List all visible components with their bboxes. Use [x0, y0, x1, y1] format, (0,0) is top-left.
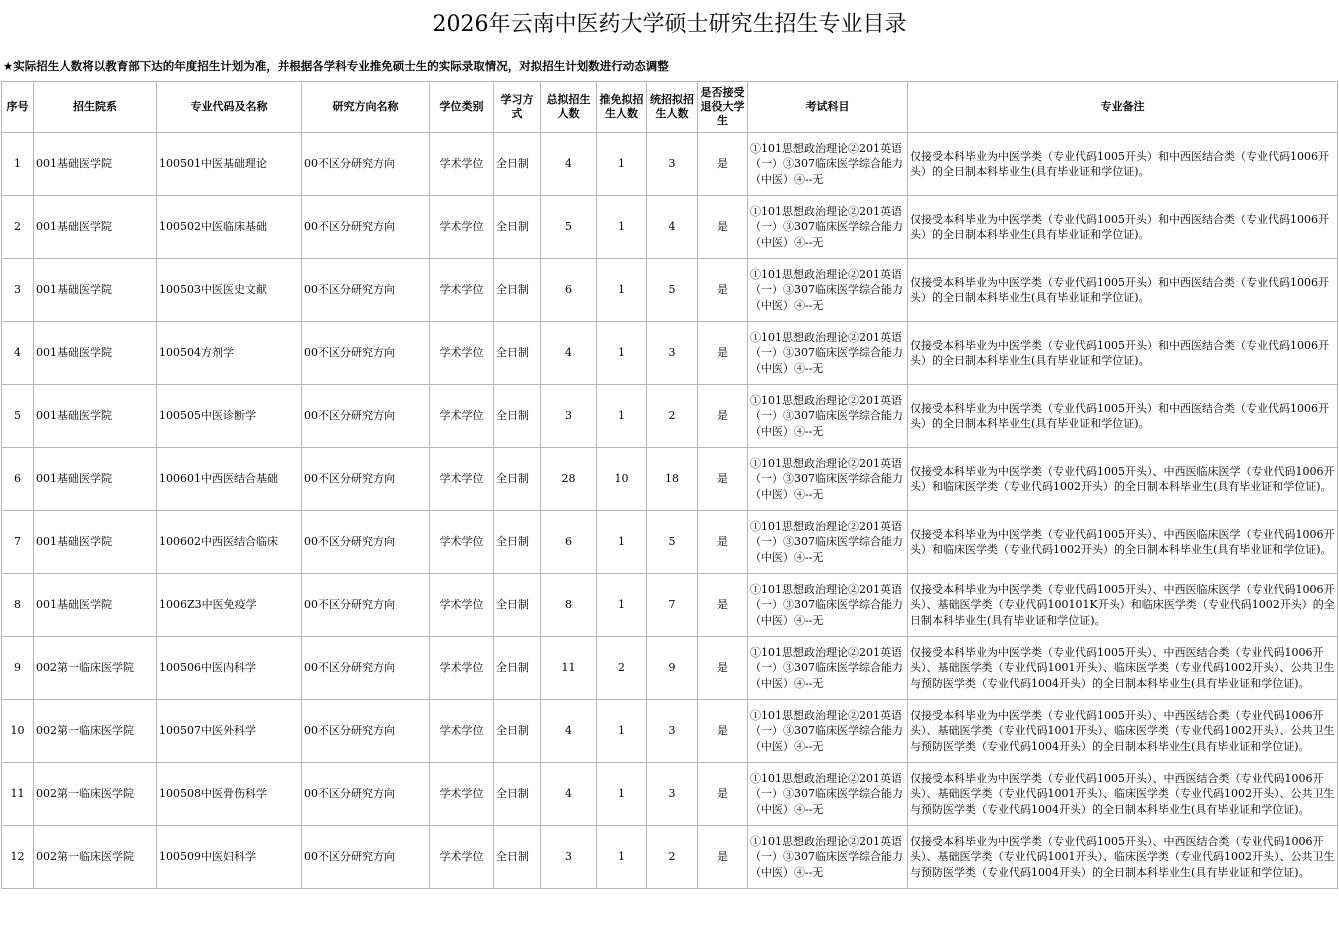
cell-college: 001基础医学院 — [34, 322, 157, 385]
cell-unified: 18 — [647, 448, 698, 511]
cell-unified: 3 — [647, 322, 698, 385]
table-row — [2, 259, 1338, 322]
cell-unified: 5 — [647, 511, 698, 574]
cell-remark: 仅接受本科毕业为中医学类（专业代码1005开头）和中西医结合类（专业代码1006开头）的全日制本科毕业生(具有毕业证和学位证)。 — [908, 322, 1338, 385]
cell-total: 4 — [541, 700, 597, 763]
cell-major: 100505中医诊断学 — [157, 385, 302, 448]
program-catalog-table — [1, 81, 1338, 889]
cell-seq: 4 — [2, 322, 34, 385]
cell-exam: ①101思想政治理论②201英语（一）③307临床医学综合能力（中医）④--无 — [748, 511, 908, 574]
cell-direction: 00不区分研究方向 — [302, 322, 430, 385]
table-row — [2, 322, 1338, 385]
cell-exempt: 2 — [597, 637, 647, 700]
cell-mode: 全日制 — [494, 763, 541, 826]
enrollment-note: ★实际招生人数将以教育部下达的年度招生计划为准，并根据各学科专业推免硕士生的实际录取情况，对拟招生计划数进行动态调整 — [3, 59, 669, 73]
header-mode: 学习方式 — [494, 82, 541, 133]
cell-exam: ①101思想政治理论②201英语（一）③307临床医学综合能力（中医）④--无 — [748, 826, 908, 889]
cell-exam: ①101思想政治理论②201英语（一）③307临床医学综合能力（中医）④--无 — [748, 574, 908, 637]
cell-direction: 00不区分研究方向 — [302, 574, 430, 637]
cell-exam: ①101思想政治理论②201英语（一）③307临床医学综合能力（中医）④--无 — [748, 259, 908, 322]
cell-exam: ①101思想政治理论②201英语（一）③307临床医学综合能力（中医）④--无 — [748, 448, 908, 511]
cell-degree: 学术学位 — [430, 700, 494, 763]
header-total: 总拟招生人数 — [541, 82, 597, 133]
cell-major: 100503中医医史文献 — [157, 259, 302, 322]
cell-degree: 学术学位 — [430, 385, 494, 448]
cell-direction: 00不区分研究方向 — [302, 826, 430, 889]
cell-exempt: 1 — [597, 259, 647, 322]
cell-veteran: 是 — [698, 700, 748, 763]
cell-degree: 学术学位 — [430, 448, 494, 511]
cell-major: 100602中西医结合临床 — [157, 511, 302, 574]
cell-exempt: 1 — [597, 511, 647, 574]
cell-seq: 5 — [2, 385, 34, 448]
cell-seq: 12 — [2, 826, 34, 889]
cell-degree: 学术学位 — [430, 574, 494, 637]
header-veteran: 是否接受退役大学生 — [698, 82, 748, 133]
cell-direction: 00不区分研究方向 — [302, 448, 430, 511]
cell-exempt: 1 — [597, 196, 647, 259]
cell-mode: 全日制 — [494, 700, 541, 763]
table-row — [2, 448, 1338, 511]
cell-direction: 00不区分研究方向 — [302, 259, 430, 322]
header-remark: 专业备注 — [908, 82, 1338, 133]
cell-exam: ①101思想政治理论②201英语（一）③307临床医学综合能力（中医）④--无 — [748, 637, 908, 700]
cell-total: 28 — [541, 448, 597, 511]
table-row — [2, 574, 1338, 637]
cell-unified: 4 — [647, 196, 698, 259]
cell-mode: 全日制 — [494, 322, 541, 385]
cell-exempt: 1 — [597, 826, 647, 889]
cell-degree: 学术学位 — [430, 259, 494, 322]
cell-seq: 1 — [2, 133, 34, 196]
cell-total: 4 — [541, 322, 597, 385]
cell-total: 4 — [541, 133, 597, 196]
cell-unified: 9 — [647, 637, 698, 700]
header-unified: 统招拟招生人数 — [647, 82, 698, 133]
cell-unified: 7 — [647, 574, 698, 637]
cell-direction: 00不区分研究方向 — [302, 196, 430, 259]
cell-major: 100506中医内科学 — [157, 637, 302, 700]
cell-remark: 仅接受本科毕业为中医学类（专业代码1005开头）、中西医临床医学（专业代码1006开头）和临床医学类（专业代码1002开头）的全日制本科毕业生(具有毕业证和学位证)。 — [908, 448, 1338, 511]
cell-seq: 9 — [2, 637, 34, 700]
cell-mode: 全日制 — [494, 826, 541, 889]
page-title: 2026年云南中医药大学硕士研究生招生专业目录 — [432, 12, 907, 37]
table-row — [2, 133, 1338, 196]
cell-direction: 00不区分研究方向 — [302, 763, 430, 826]
cell-total: 3 — [541, 385, 597, 448]
cell-college: 001基础医学院 — [34, 259, 157, 322]
cell-veteran: 是 — [698, 196, 748, 259]
cell-degree: 学术学位 — [430, 826, 494, 889]
cell-major: 100508中医骨伤科学 — [157, 763, 302, 826]
cell-remark: 仅接受本科毕业为中医学类（专业代码1005开头）和中西医结合类（专业代码1006开头）的全日制本科毕业生(具有毕业证和学位证)。 — [908, 385, 1338, 448]
cell-mode: 全日制 — [494, 196, 541, 259]
cell-remark: 仅接受本科毕业为中医学类（专业代码1005开头）、中西医临床医学（专业代码1006开头）、基础医学类（专业代码100101K开头）和临床医学类（专业代码1002开头）的全日制本科毕业生(具有毕业证和学位证)。 — [908, 574, 1338, 637]
cell-exam: ①101思想政治理论②201英语（一）③307临床医学综合能力（中医）④--无 — [748, 385, 908, 448]
table-header-row — [2, 82, 1338, 133]
cell-exam: ①101思想政治理论②201英语（一）③307临床医学综合能力（中医）④--无 — [748, 763, 908, 826]
cell-exam: ①101思想政治理论②201英语（一）③307临床医学综合能力（中医）④--无 — [748, 700, 908, 763]
cell-total: 5 — [541, 196, 597, 259]
cell-remark: 仅接受本科毕业为中医学类（专业代码1005开头）、中西医结合类（专业代码1006开头）、基础医学类（专业代码1001开头）、临床医学类（专业代码1002开头）、公共卫生与预防医学类（专业代码1004开头）的全日制本科毕业生(具有毕业证和学位证)。 — [908, 826, 1338, 889]
cell-unified: 3 — [647, 700, 698, 763]
cell-exam: ①101思想政治理论②201英语（一）③307临床医学综合能力（中医）④--无 — [748, 196, 908, 259]
cell-unified: 3 — [647, 133, 698, 196]
cell-direction: 00不区分研究方向 — [302, 133, 430, 196]
cell-mode: 全日制 — [494, 637, 541, 700]
cell-seq: 7 — [2, 511, 34, 574]
cell-degree: 学术学位 — [430, 133, 494, 196]
cell-college: 002第一临床医学院 — [34, 763, 157, 826]
cell-exam: ①101思想政治理论②201英语（一）③307临床医学综合能力（中医）④--无 — [748, 322, 908, 385]
cell-college: 002第一临床医学院 — [34, 700, 157, 763]
table-row — [2, 826, 1338, 889]
cell-veteran: 是 — [698, 259, 748, 322]
cell-college: 001基础医学院 — [34, 448, 157, 511]
cell-seq: 2 — [2, 196, 34, 259]
cell-exempt: 1 — [597, 133, 647, 196]
cell-total: 6 — [541, 259, 597, 322]
cell-degree: 学术学位 — [430, 511, 494, 574]
cell-college: 001基础医学院 — [34, 574, 157, 637]
table-row — [2, 763, 1338, 826]
cell-degree: 学术学位 — [430, 637, 494, 700]
cell-exempt: 1 — [597, 700, 647, 763]
cell-remark: 仅接受本科毕业为中医学类（专业代码1005开头）、中西医结合类（专业代码1006开头）、基础医学类（专业代码1001开头）、临床医学类（专业代码1002开头）、公共卫生与预防医学类（专业代码1004开头）的全日制本科毕业生(具有毕业证和学位证)。 — [908, 637, 1338, 700]
cell-direction: 00不区分研究方向 — [302, 511, 430, 574]
cell-veteran: 是 — [698, 385, 748, 448]
cell-direction: 00不区分研究方向 — [302, 637, 430, 700]
cell-remark: 仅接受本科毕业为中医学类（专业代码1005开头）和中西医结合类（专业代码1006开头）的全日制本科毕业生(具有毕业证和学位证)。 — [908, 196, 1338, 259]
cell-degree: 学术学位 — [430, 196, 494, 259]
cell-mode: 全日制 — [494, 511, 541, 574]
cell-exempt: 10 — [597, 448, 647, 511]
cell-total: 6 — [541, 511, 597, 574]
cell-college: 001基础医学院 — [34, 133, 157, 196]
cell-exempt: 1 — [597, 763, 647, 826]
cell-mode: 全日制 — [494, 448, 541, 511]
header-college: 招生院系 — [34, 82, 157, 133]
cell-major: 100509中医妇科学 — [157, 826, 302, 889]
cell-unified: 2 — [647, 385, 698, 448]
table-row — [2, 700, 1338, 763]
cell-major: 1006Z3中医免疫学 — [157, 574, 302, 637]
table-row — [2, 511, 1338, 574]
cell-seq: 11 — [2, 763, 34, 826]
cell-total: 4 — [541, 763, 597, 826]
cell-major: 100504方剂学 — [157, 322, 302, 385]
cell-mode: 全日制 — [494, 385, 541, 448]
cell-mode: 全日制 — [494, 574, 541, 637]
cell-veteran: 是 — [698, 637, 748, 700]
cell-remark: 仅接受本科毕业为中医学类（专业代码1005开头）和中西医结合类（专业代码1006开头）的全日制本科毕业生(具有毕业证和学位证)。 — [908, 133, 1338, 196]
cell-seq: 10 — [2, 700, 34, 763]
cell-direction: 00不区分研究方向 — [302, 700, 430, 763]
cell-college: 001基础医学院 — [34, 385, 157, 448]
cell-degree: 学术学位 — [430, 322, 494, 385]
cell-exam: ①101思想政治理论②201英语（一）③307临床医学综合能力（中医）④--无 — [748, 133, 908, 196]
table-row — [2, 385, 1338, 448]
header-direction: 研究方向名称 — [302, 82, 430, 133]
cell-remark: 仅接受本科毕业为中医学类（专业代码1005开头）、中西医结合类（专业代码1006开头）、基础医学类（专业代码1001开头）、临床医学类（专业代码1002开头）、公共卫生与预防医学类（专业代码1004开头）的全日制本科毕业生(具有毕业证和学位证)。 — [908, 763, 1338, 826]
cell-college: 001基础医学院 — [34, 196, 157, 259]
cell-veteran: 是 — [698, 322, 748, 385]
header-degree: 学位类别 — [430, 82, 494, 133]
header-exam: 考试科目 — [748, 82, 908, 133]
cell-unified: 2 — [647, 826, 698, 889]
cell-unified: 5 — [647, 259, 698, 322]
cell-exempt: 1 — [597, 322, 647, 385]
cell-major: 100501中医基础理论 — [157, 133, 302, 196]
cell-college: 002第一临床医学院 — [34, 637, 157, 700]
cell-major: 100601中西医结合基础 — [157, 448, 302, 511]
cell-degree: 学术学位 — [430, 763, 494, 826]
cell-major: 100507中医外科学 — [157, 700, 302, 763]
cell-remark: 仅接受本科毕业为中医学类（专业代码1005开头）、中西医结合类（专业代码1006开头）、基础医学类（专业代码1001开头）、临床医学类（专业代码1002开头）、公共卫生与预防医学类（专业代码1004开头）的全日制本科毕业生(具有毕业证和学位证)。 — [908, 700, 1338, 763]
cell-veteran: 是 — [698, 574, 748, 637]
cell-mode: 全日制 — [494, 133, 541, 196]
table-row — [2, 196, 1338, 259]
cell-seq: 3 — [2, 259, 34, 322]
cell-major: 100502中医临床基础 — [157, 196, 302, 259]
cell-remark: 仅接受本科毕业为中医学类（专业代码1005开头）、中西医临床医学（专业代码1006开头）和临床医学类（专业代码1002开头）的全日制本科毕业生(具有毕业证和学位证)。 — [908, 511, 1338, 574]
cell-mode: 全日制 — [494, 259, 541, 322]
cell-veteran: 是 — [698, 763, 748, 826]
header-exempt: 推免拟招生人数 — [597, 82, 647, 133]
cell-exempt: 1 — [597, 385, 647, 448]
cell-total: 3 — [541, 826, 597, 889]
header-major: 专业代码及名称 — [157, 82, 302, 133]
cell-remark: 仅接受本科毕业为中医学类（专业代码1005开头）和中西医结合类（专业代码1006开头）的全日制本科毕业生(具有毕业证和学位证)。 — [908, 259, 1338, 322]
cell-direction: 00不区分研究方向 — [302, 385, 430, 448]
cell-veteran: 是 — [698, 133, 748, 196]
cell-exempt: 1 — [597, 574, 647, 637]
cell-veteran: 是 — [698, 826, 748, 889]
cell-total: 8 — [541, 574, 597, 637]
cell-total: 11 — [541, 637, 597, 700]
cell-veteran: 是 — [698, 511, 748, 574]
table-row — [2, 637, 1338, 700]
cell-unified: 3 — [647, 763, 698, 826]
header-seq: 序号 — [2, 82, 34, 133]
cell-college: 001基础医学院 — [34, 511, 157, 574]
cell-college: 002第一临床医学院 — [34, 826, 157, 889]
cell-seq: 6 — [2, 448, 34, 511]
cell-seq: 8 — [2, 574, 34, 637]
cell-veteran: 是 — [698, 448, 748, 511]
